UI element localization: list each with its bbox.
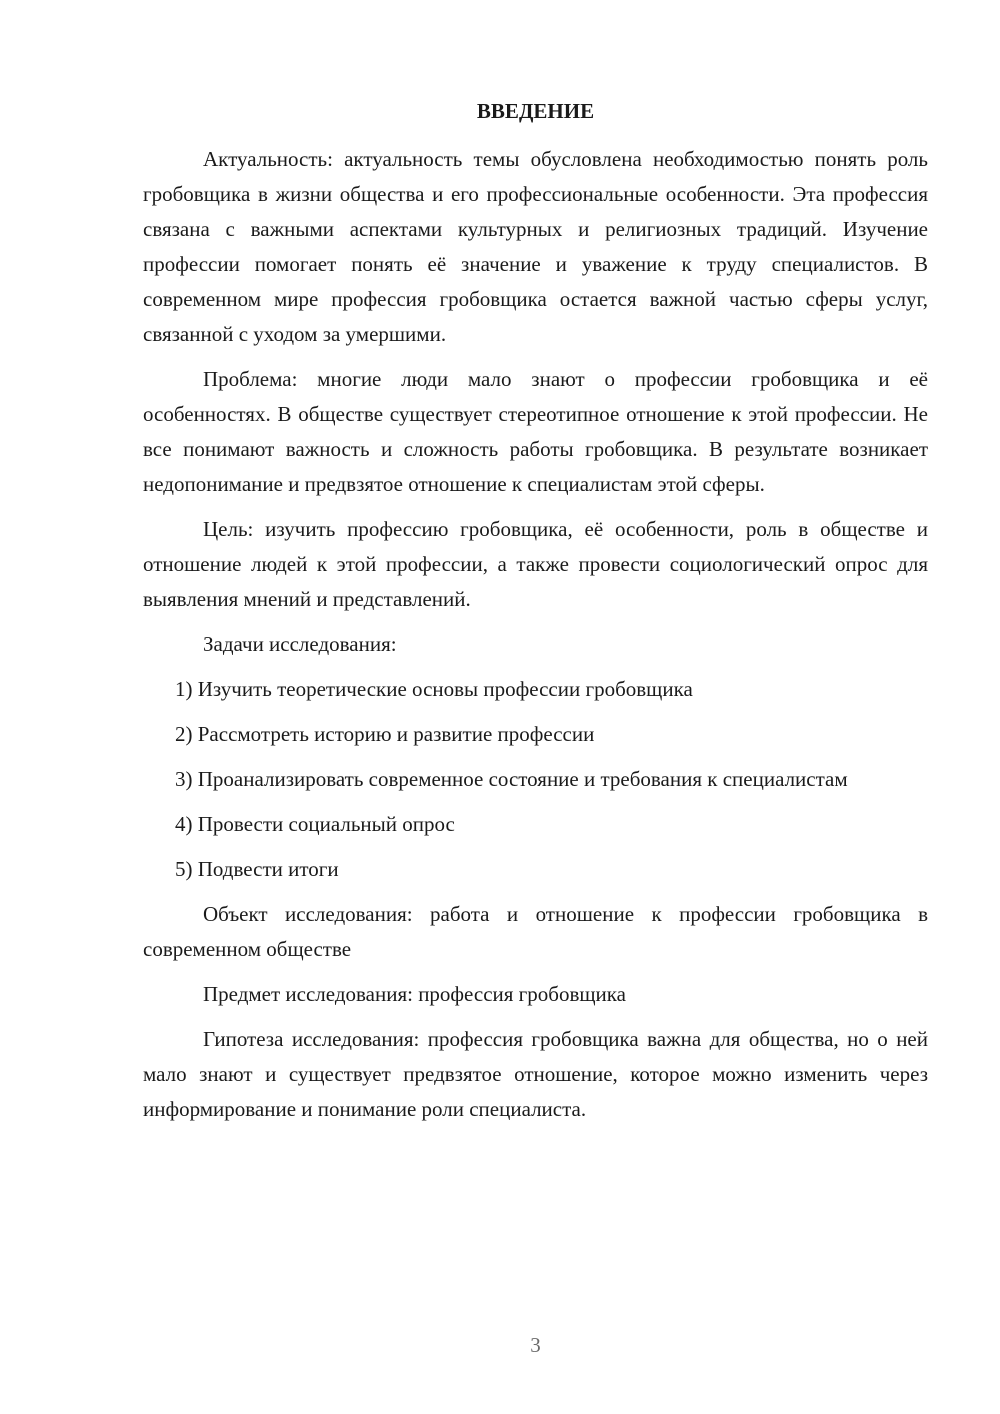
- object-paragraph: Объект исследования: работа и отношение к профессии гробовщика в современном обществе: [143, 902, 928, 961]
- subject-paragraph: Предмет исследования: профессия гробовщика: [203, 982, 627, 1006]
- task-item-5: 5) Подвести итоги: [175, 857, 339, 881]
- page-number: 3: [530, 1333, 541, 1357]
- document-body: [143, 142, 928, 1137]
- relevance-paragraph: Актуальность: актуальность темы обусловлена необходимостью понять роль гробовщика в жизни общества и его профессиональные особенности. Эта профессия связана с важными аспектами культурных и религиозных традиций. Изучение профессии помогает понять её значение и уважение к труду специалистов. В современном мире профессия гробовщика остается важной частью сферы услуг, связанной с уходом за умершими.: [143, 147, 928, 346]
- task-item-3: 3) Проанализировать современное состояние и требования к специалистам: [175, 767, 848, 791]
- task-item-1: 1) Изучить теоретические основы профессии гробовщика: [175, 677, 693, 701]
- goal-paragraph: Цель: изучить профессию гробовщика, её особенности, роль в обществе и отношение людей к этой профессии, а также провести социологический опрос для выявления мнений и представлений.: [143, 517, 928, 611]
- tasks-heading: Задачи исследования:: [203, 632, 397, 656]
- document-page: [143, 0, 928, 1414]
- task-item-4: 4) Провести социальный опрос: [175, 812, 455, 836]
- task-item-2: 2) Рассмотреть историю и развитие профессии: [175, 722, 595, 746]
- hypothesis-paragraph: Гипотеза исследования: профессия гробовщика важна для общества, но о ней мало знают и существует предвзятое отношение, которое можно изменить через информирование и понимание роли специалиста.: [143, 1027, 928, 1121]
- page-title: ВВЕДЕНИЕ: [476, 99, 595, 123]
- problem-paragraph: Проблема: многие люди мало знают о профессии гробовщика и её особенностях. В обществе существует стереотипное отношение к этой профессии. Не все понимают важность и сложность работы гробовщика. В результате возникает недопонимание и предвзятое отношение к специалистам этой сферы.: [143, 367, 928, 496]
